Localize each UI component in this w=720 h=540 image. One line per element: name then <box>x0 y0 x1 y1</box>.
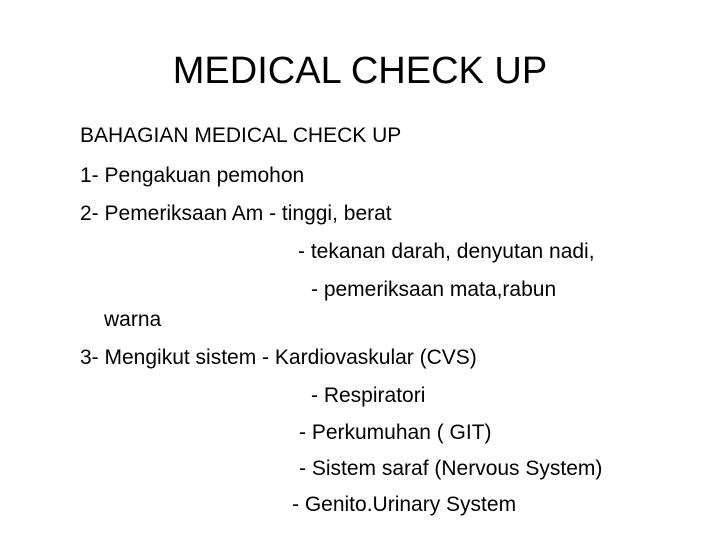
list-item-2: 2- Pemeriksaan Am - tinggi, berat <box>80 202 392 225</box>
list-item-3-sub-1: - Respiratori <box>311 384 426 407</box>
section-heading: BAHAGIAN MEDICAL CHECK UP <box>80 124 402 147</box>
list-item-3-sub-4: - Genito.Urinary System <box>292 493 517 516</box>
list-item-1: 1- Pengakuan pemohon <box>80 164 305 187</box>
list-item-3: 3- Mengikut sistem - Kardiovaskular (CVS) <box>80 346 477 369</box>
list-item-3-sub-3: - Sistem saraf (Nervous System) <box>299 457 603 480</box>
list-item-2-sub-2: - pemeriksaan mata,rabun <box>311 278 557 301</box>
list-item-3-sub-2: - Perkumuhan ( GIT) <box>299 421 492 444</box>
slide-title: MEDICAL CHECK UP <box>172 50 548 92</box>
list-item-2-sub-1: - tekanan darah, denyutan nadi, <box>298 240 595 263</box>
list-item-2-sub-2-wrap: warna <box>104 308 162 331</box>
